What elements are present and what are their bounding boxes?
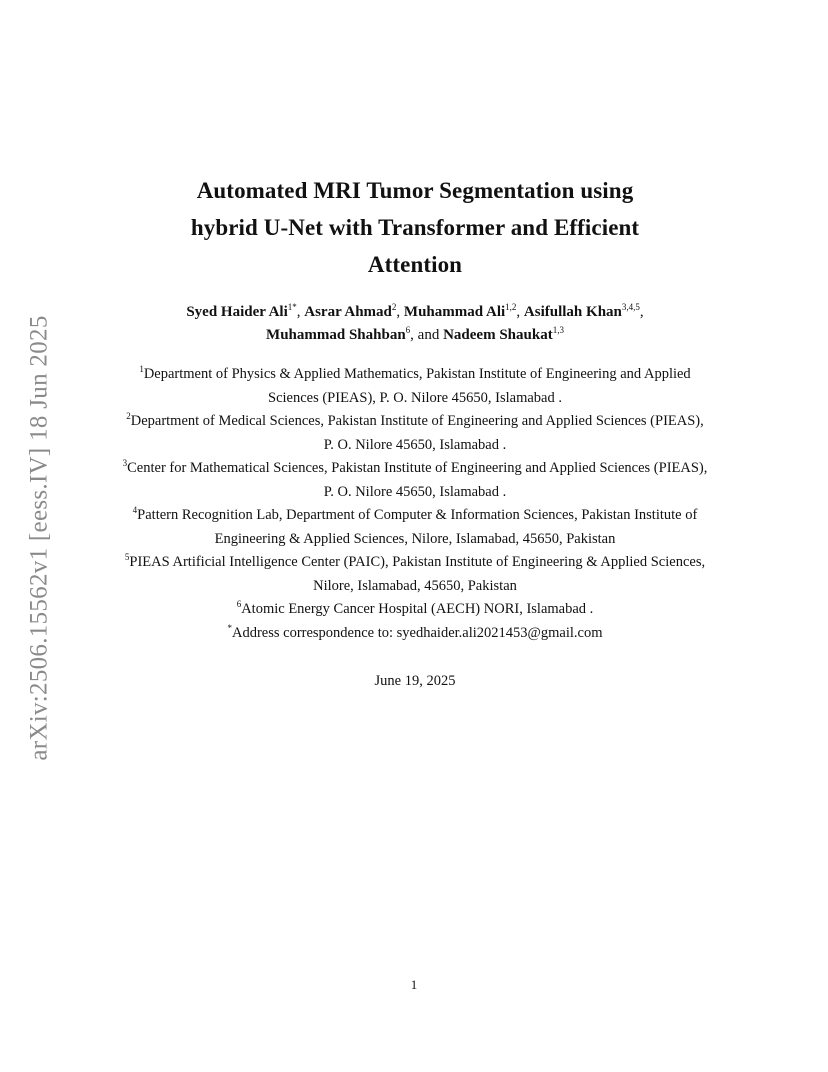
author-affiliation-marker: 6: [405, 325, 411, 335]
title-line: Automated MRI Tumor Segmentation using: [196, 178, 634, 203]
author-name: Nadeem Shaukat: [443, 327, 553, 343]
affiliation-marker: 6: [236, 599, 242, 609]
correspondence-marker: *: [227, 622, 232, 633]
page-number: 1: [410, 977, 418, 992]
affiliation: [110, 504, 720, 551]
affiliation-marker: 3: [122, 458, 128, 468]
author-name: Syed Haider Ali: [186, 304, 288, 320]
affiliation: [110, 410, 720, 457]
author-affiliation-marker: 3,4,5: [621, 302, 640, 312]
author-name: Muhammad Shahban: [266, 327, 406, 343]
affiliation-marker: 2: [126, 411, 131, 421]
author-affiliation-marker: 1,3: [552, 325, 564, 335]
affiliation: [110, 551, 720, 598]
title-page: [110, 172, 720, 693]
affiliation-marker: 1: [139, 364, 144, 374]
author-name: Asrar Ahmad: [304, 304, 392, 320]
author-name: Muhammad Ali: [403, 304, 506, 320]
arxiv-identifier-text: arXiv:2506.15562v1 [eess.IV] 18 Jun 2025: [26, 315, 53, 761]
correspondence-text: Address correspondence to: syedhaider.ali2021453@gmail.com: [231, 624, 603, 641]
correspondence-note: [110, 622, 720, 646]
affiliation: [110, 457, 720, 504]
author-separator: ,: [396, 304, 404, 320]
arxiv-identifier-stamp: [20, 298, 60, 778]
affiliation-text: Center for Mathematical Sciences, Pakistan Institute of Engineering and Applied Sciences (PIEAS), P. O. Nilore 45650, Islamabad .: [127, 460, 708, 500]
affiliation-text: Atomic Energy Cancer Hospital (AECH) NORI, Islamabad .: [241, 601, 594, 617]
affiliation: [110, 363, 720, 410]
affiliation-list: [110, 363, 720, 622]
author-separator: ,: [639, 304, 644, 320]
affiliation-marker: 5: [124, 552, 130, 562]
paper-title: [110, 172, 720, 283]
affiliation-text: Pattern Recognition Lab, Department of Computer & Information Sciences, Pakistan Institute of Engineering & Applied Sciences, Nilore, Islamabad, 45650, Pakistan: [137, 507, 698, 547]
affiliation-marker: 4: [132, 505, 138, 515]
author-separator: , and: [410, 327, 444, 343]
title-line: Attention: [367, 252, 463, 277]
author-separator: ,: [296, 304, 305, 320]
author-affiliation-marker: 1,2: [505, 302, 517, 312]
author-affiliation-marker: 1*: [287, 302, 297, 312]
author-name: Asifullah Khan: [523, 304, 622, 320]
affiliation-text: Department of Medical Sciences, Pakistan Institute of Engineering and Applied Sciences (PIEAS), P. O. Nilore 45650, Islamabad .: [130, 413, 704, 453]
title-line: hybrid U-Net with Transformer and Efficient: [190, 215, 640, 240]
author-list: [110, 301, 720, 347]
author-affiliation-marker: 2: [391, 302, 397, 312]
publication-date: June 19, 2025: [374, 673, 456, 689]
author-separator: ,: [516, 304, 524, 320]
affiliation-text: PIEAS Artificial Intelligence Center (PAIC), Pakistan Institute of Engineering & Applied Sciences, Nilore, Islamabad, 45650, Pakistan: [129, 554, 706, 594]
affiliation-text: Department of Physics & Applied Mathematics, Pakistan Institute of Engineering and Applied Sciences (PIEAS), P. O. Nilore 45650, Islamabad .: [143, 366, 691, 406]
affiliation: [110, 598, 720, 622]
